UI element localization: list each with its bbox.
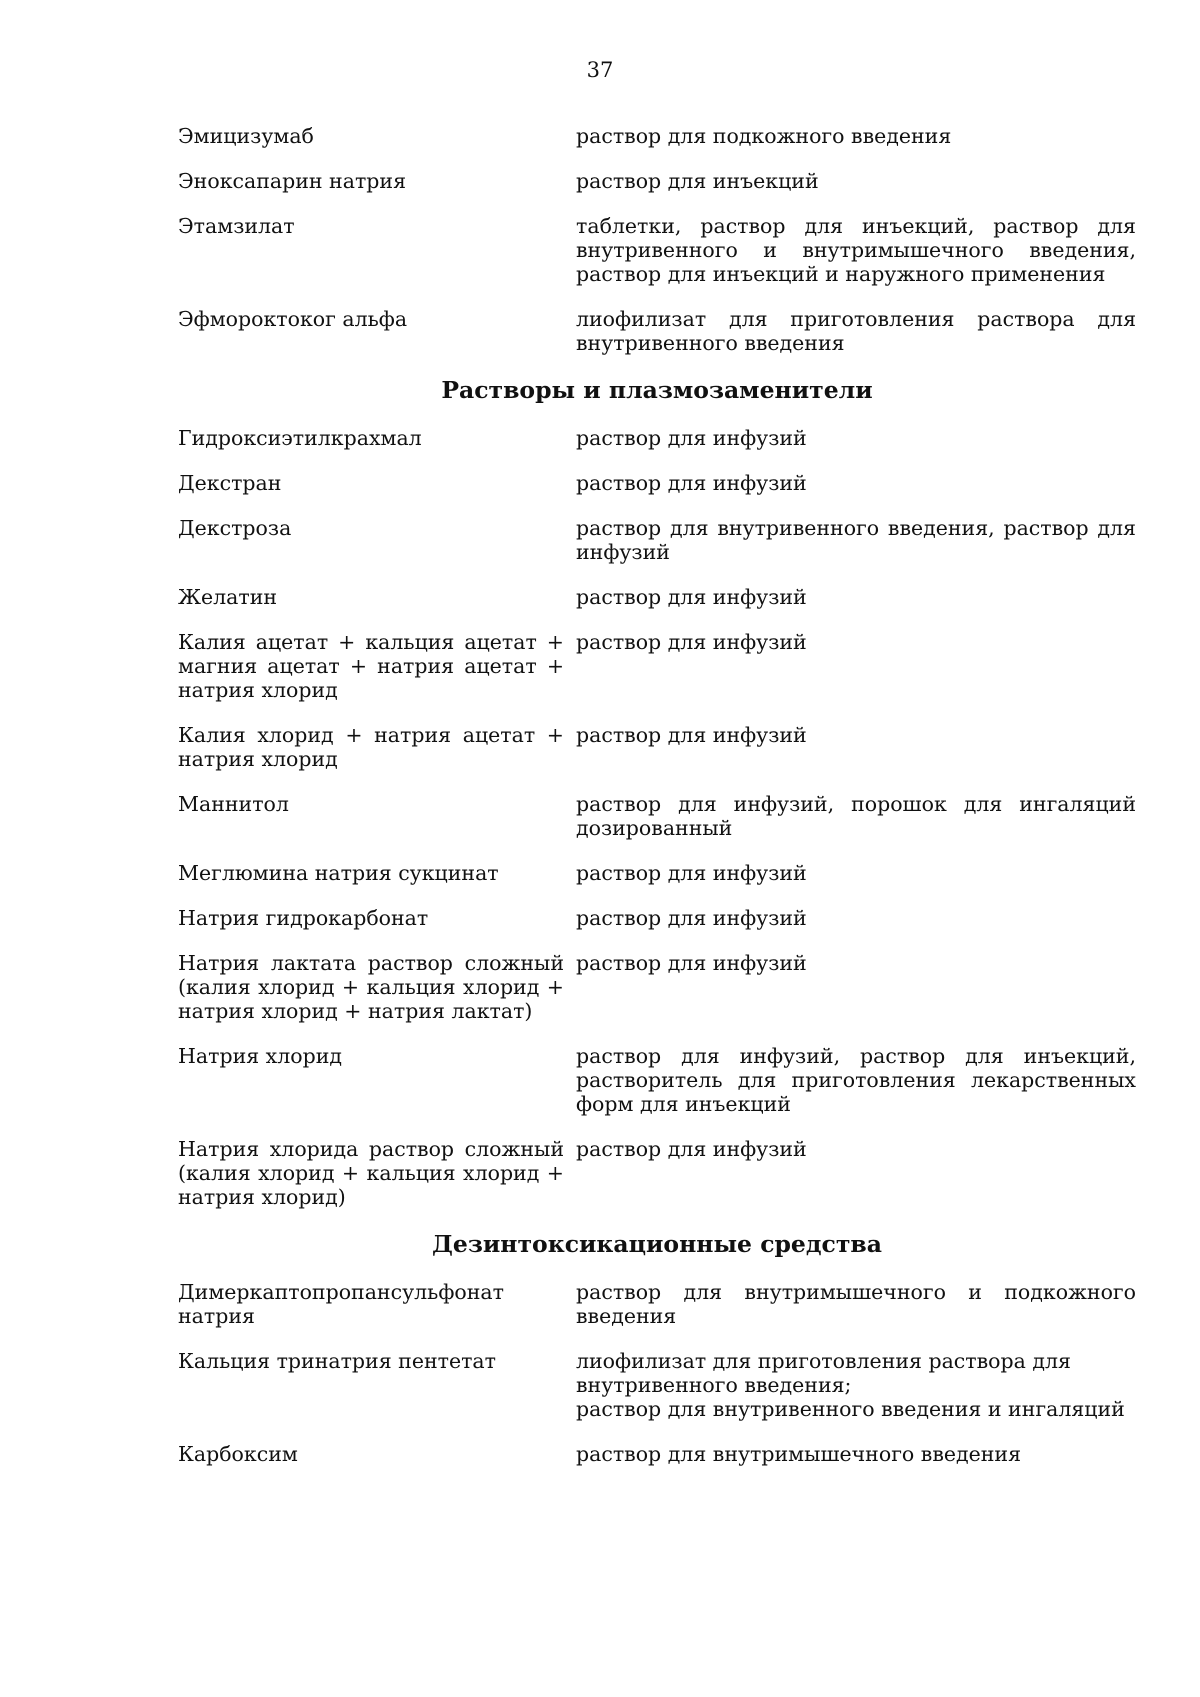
dosage-form: раствор для внутривенного введения, раствор для инфузий — [576, 516, 1136, 564]
table-row — [178, 792, 1136, 840]
drug-name: Натрия лактата раствор сложный (калия хлорид + кальция хлорид + натрия хлорид + натрия лактат) — [178, 951, 564, 1023]
drug-name: Натрия хлорида раствор сложный (калия хлорид + кальция хлорид + натрия хлорид) — [178, 1137, 564, 1209]
document-body — [178, 124, 1136, 1487]
drug-name: Маннитол — [178, 792, 289, 816]
drug-name: Карбоксим — [178, 1442, 298, 1466]
dosage-form: раствор для инфузий — [576, 1137, 807, 1161]
drug-name: Этамзилат — [178, 214, 295, 238]
drug-name: Кальция тринатрия пентетат — [178, 1349, 496, 1373]
drug-name: Гидроксиэтилкрахмал — [178, 426, 422, 450]
table-row — [178, 723, 1136, 771]
drug-name: Меглюмина натрия сукцинат — [178, 861, 499, 885]
dosage-form: раствор для инфузий — [576, 861, 807, 885]
drug-name: Эноксапарин натрия — [178, 169, 407, 193]
drug-name: Калия хлорид + натрия ацетат + натрия хлорид — [178, 723, 564, 771]
drug-name: Декстран — [178, 471, 282, 495]
drug-name: Димеркаптопропансульфонат натрия — [178, 1280, 504, 1328]
drug-name: Эфмороктоког альфа — [178, 307, 408, 331]
drug-name: Натрия гидрокарбонат — [178, 906, 429, 930]
dosage-form: раствор для инфузий — [576, 630, 807, 654]
drug-name: Натрия хлорид — [178, 1044, 343, 1068]
table-row — [178, 1280, 1136, 1328]
table-row — [178, 585, 1136, 609]
page-number: 37 — [586, 58, 614, 82]
section-heading: Дезинтоксикационные средства — [432, 1230, 882, 1258]
dosage-form-line: лиофилизат для приготовления раствора для внутривенного введения; — [576, 1349, 1071, 1397]
dosage-form — [576, 1349, 1136, 1421]
dosage-form: раствор для инфузий — [576, 951, 807, 975]
table-row — [178, 630, 1136, 702]
section-heading: Растворы и плазмозаменители — [441, 376, 873, 404]
table-row — [178, 471, 1136, 495]
table-row — [178, 906, 1136, 930]
dosage-form: лиофилизат для приготовления раствора для внутривенного введения — [576, 307, 1136, 355]
dosage-form: таблетки, раствор для инъекций, раствор для внутривенного и внутримышечного введения, раствор для инъекций и наружного применения — [576, 214, 1136, 286]
dosage-form-line: раствор для внутривенного введения и ингаляций — [576, 1397, 1125, 1421]
dosage-form: раствор для инъекций — [576, 169, 819, 193]
table-row — [178, 1137, 1136, 1209]
dosage-form: раствор для инфузий — [576, 723, 807, 747]
dosage-form: раствор для инфузий — [576, 471, 807, 495]
table-row — [178, 426, 1136, 450]
dosage-form: раствор для инфузий — [576, 585, 807, 609]
drug-name: Декстроза — [178, 516, 292, 540]
table-row — [178, 1442, 1136, 1466]
drug-name: Эмицизумаб — [178, 124, 314, 148]
table-row — [178, 516, 1136, 564]
dosage-form: раствор для инфузий, порошок для ингаляций дозированный — [576, 792, 1136, 840]
dosage-form: раствор для инфузий, раствор для инъекций, растворитель для приготовления лекарственных форм для инъекций — [576, 1044, 1136, 1116]
drug-name: Желатин — [178, 585, 278, 609]
dosage-form: раствор для внутримышечного введения — [576, 1442, 1022, 1466]
table-row — [178, 951, 1136, 1023]
dosage-form: раствор для инфузий — [576, 906, 807, 930]
drug-name: Калия ацетат + кальция ацетат + магния ацетат + натрия ацетат + натрия хлорид — [178, 630, 564, 702]
table-row — [178, 307, 1136, 355]
table-row — [178, 861, 1136, 885]
dosage-form: раствор для подкожного введения — [576, 124, 952, 148]
table-row — [178, 1349, 1136, 1421]
table-row — [178, 169, 1136, 193]
table-row — [178, 214, 1136, 286]
table-row — [178, 124, 1136, 148]
dosage-form: раствор для инфузий — [576, 426, 807, 450]
dosage-form: раствор для внутримышечного и подкожного введения — [576, 1280, 1136, 1328]
table-row — [178, 1044, 1136, 1116]
